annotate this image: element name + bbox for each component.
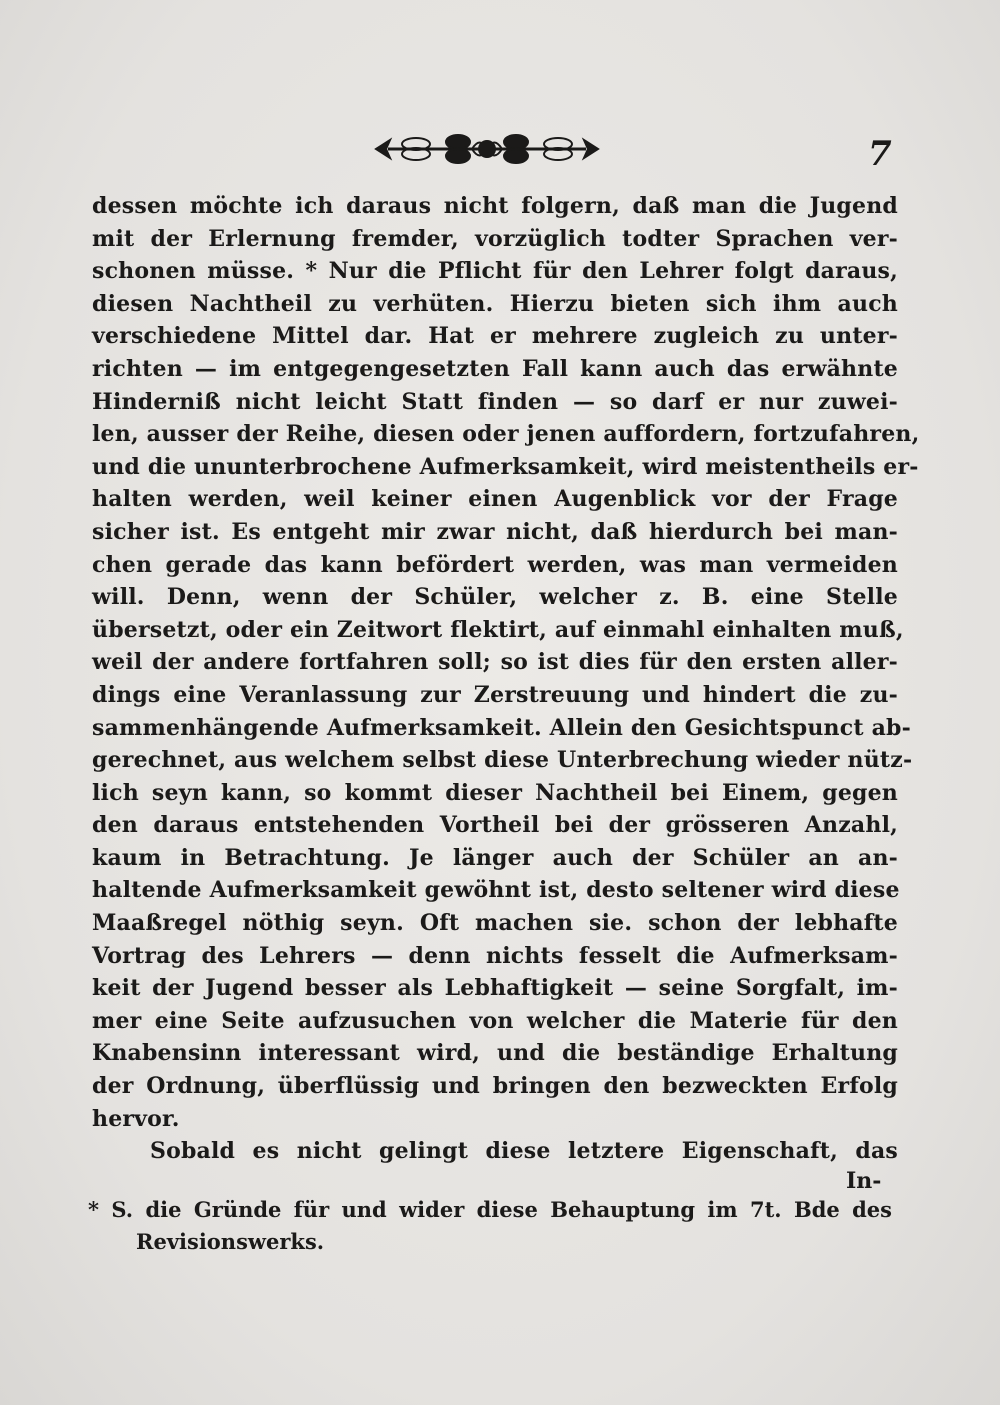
text-line: len, ausser der Reihe, diesen oder jenen auffordern, fortzufahren, <box>92 421 920 448</box>
text-line: halten werden, weil keiner einen Augenblick vor der Frage <box>92 486 898 513</box>
footnote-line: * S. die Gründe für und wider diese Behauptung im 7t. Bde des <box>88 1197 892 1222</box>
text-line: mit der Erlernung fremder, vorzüglich todter Sprachen ver- <box>92 225 898 252</box>
main-text <box>92 190 920 1168</box>
text-line: Vortrag des Lehrers — denn nichts fesselt die Aufmerksam- <box>92 942 898 969</box>
text-line: gerechnet, aus welchem selbst diese Unterbrechung wieder nütz- <box>92 747 913 774</box>
text-line: Maaßregel nöthig seyn. Oft machen sie. schon der lebhafte <box>92 910 898 937</box>
text-line: und die ununterbrochene Aufmerksamkeit, wird meistentheils er- <box>92 453 919 480</box>
text-line: übersetzt, oder ein Zeitwort flektirt, auf einmahl einhalten muß, <box>92 616 904 643</box>
text-line: den daraus entstehenden Vortheil bei der grösseren Anzahl, <box>92 812 898 839</box>
text-line: richten — im entgegengesetzten Fall kann auch das erwähnte <box>92 355 898 382</box>
text-line: weil der andere fortfahren soll; so ist dies für den ersten aller- <box>92 649 898 676</box>
text-line: dessen möchte ich daraus nicht folgern, daß man die Jugend <box>92 193 898 219</box>
text-line: hervor. <box>92 1105 180 1132</box>
text-line: sammenhängende Aufmerksamkeit. Allein den Gesichtspunct ab- <box>92 714 911 741</box>
paragraph-start: Sobald es nicht gelingt diese letztere Eigenschaft, das <box>150 1138 898 1165</box>
text-line: mer eine Seite aufzusuchen von welcher die Materie für den <box>92 1007 898 1034</box>
catchword: In- <box>846 1168 882 1194</box>
text-line: lich seyn kann, so kommt dieser Nachtheil bei Einem, gegen <box>92 779 898 806</box>
text-line: schonen müsse. * Nur die Pflicht für den Lehrer folgt daraus, <box>92 258 898 285</box>
text-line: Hinderniß nicht leicht Statt finden — so darf er nur zuwei- <box>92 388 898 415</box>
text-line: dings eine Veranlassung zur Zerstreuung und hindert die zu- <box>92 681 898 708</box>
footnote-line: Revisionswerks. <box>136 1229 325 1254</box>
text-line: sicher ist. Es entgeht mir zwar nicht, daß hierdurch bei man- <box>92 518 898 545</box>
text-line: Knabensinn interessant wird, und die beständige Erhaltung <box>92 1040 898 1067</box>
text-line: keit der Jugend besser als Lebhaftigkeit — seine Sorgfalt, im- <box>92 975 898 1002</box>
page-number: 7 <box>868 134 892 174</box>
text-line: haltende Aufmerksamkeit gewöhnt ist, desto seltener wird diese <box>92 877 900 904</box>
text-line: diesen Nachtheil zu verhüten. Hierzu bieten sich ihm auch <box>92 290 898 317</box>
text-line: kaum in Betrachtung. Je länger auch der Schüler an an- <box>92 844 898 871</box>
footnote <box>88 1194 892 1258</box>
text-line: chen gerade das kann befördert werden, was man vermeiden <box>92 551 898 578</box>
text-line: verschiedene Mittel dar. Hat er mehrere zugleich zu unter- <box>92 323 898 350</box>
text-line: will. Denn, wenn der Schüler, welcher z. B. eine Stelle <box>92 584 898 611</box>
text-line: der Ordnung, überflüssig und bringen den bezweckten Erfolg <box>92 1073 898 1100</box>
ornament-icon <box>372 128 602 170</box>
